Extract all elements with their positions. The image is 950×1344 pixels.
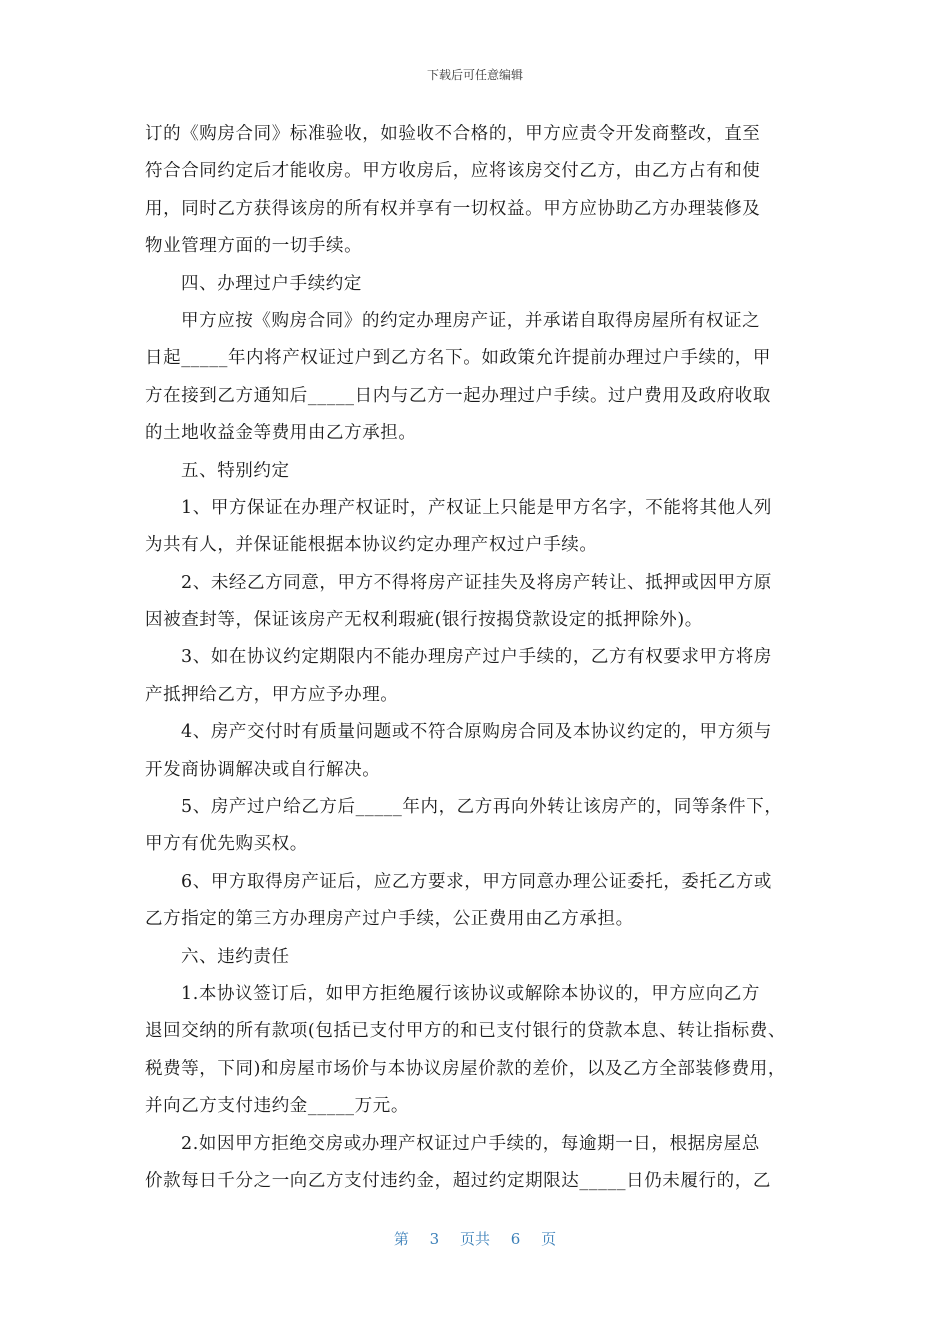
- text-line: 产抵押给乙方，甲方应予办理。: [145, 684, 399, 705]
- text-line: 因被查封等，保证该房产无权利瑕疵(银行按揭贷款设定的抵押除外)。: [145, 610, 703, 631]
- text-line: 1.本协议签订后，如甲方拒绝履行该协议或解除本协议的，甲方应向乙方: [181, 983, 760, 1004]
- text-line: 3、如在协议约定期限内不能办理房产过户手续的，乙方有权要求甲方将房: [181, 647, 772, 668]
- text-line: 物业管理方面的一切手续。: [145, 236, 363, 257]
- text-line: 甲方应按《购房合同》的约定办理房产证，并承诺自取得房屋所有权证之: [181, 310, 761, 331]
- footer-label-of: 页共: [459, 1230, 490, 1248]
- text-line: 符合合同约定后才能收房。甲方收房后，应将该房交付乙方，由乙方占有和使: [145, 161, 761, 182]
- text-line: 1、甲方保证在办理产权证时，产权证上只能是甲方名字，不能将其他人列: [181, 497, 772, 518]
- footer-total-pages: 6: [510, 1230, 521, 1248]
- text-line: 五、特别约定: [181, 460, 290, 481]
- text-line: 6、甲方取得房产证后，应乙方要求，甲方同意办理公证委托，委托乙方或: [181, 871, 772, 892]
- text-line: 乙方指定的第三方办理房产过户手续，公正费用由乙方承担。: [145, 909, 634, 930]
- page-header: 下载后可任意编辑: [426, 68, 523, 82]
- text-line: 六、违约责任: [181, 946, 290, 967]
- text-line: 用，同时乙方获得该房的所有权并享有一切权益。甲方应协助乙方办理装修及: [145, 198, 761, 219]
- footer-label-page: 第: [393, 1230, 409, 1248]
- document-body: [145, 116, 811, 1200]
- text-line: 四、办理过户手续约定: [181, 273, 362, 294]
- text-line: 订的《购房合同》标准验收，如验收不合格的，甲方应责令开发商整改，直至: [145, 124, 761, 144]
- text-line: 税费等，下同)和房屋市场价与本协议房屋价款的差价，以及乙方全部装修费用，: [145, 1058, 786, 1079]
- text-line: 方在接到乙方通知后_____日内与乙方一起办理过户手续。过户费用及政府收取: [145, 385, 771, 406]
- text-line: 2.如因甲方拒绝交房或办理产权证过户手续的，每逾期一日，根据房屋总: [181, 1133, 760, 1154]
- text-line: 开发商协调解决或自行解决。: [145, 759, 381, 780]
- text-line: 2、未经乙方同意，甲方不得将房产证挂失及将房产转让、抵押或因甲方原: [181, 572, 772, 593]
- text-line: 日起_____年内将产权证过户到乙方名下。如政策允许提前办理过户手续的，甲: [145, 348, 771, 369]
- text-line: 4、房产交付时有质量问题或不符合原购房合同及本协议约定的，甲方须与: [181, 722, 772, 743]
- footer-current-page: 3: [429, 1230, 440, 1248]
- text-line: 甲方有优先购买权。: [145, 834, 308, 855]
- text-line: 退回交纳的所有款项(包括已支付甲方的和已支付银行的贷款本息、转让指标费、: [145, 1021, 786, 1042]
- page-footer: [0, 1228, 950, 1249]
- footer-label-end: 页: [541, 1230, 557, 1248]
- text-line: 价款每日千分之一向乙方支付违约金，超过约定期限达_____日仍未履行的，乙: [145, 1170, 771, 1191]
- text-line: 的土地收益金等费用由乙方承担。: [145, 423, 417, 444]
- text-line: 5、房产过户给乙方后_____年内，乙方再向外转让该房产的，同等条件下，: [181, 797, 783, 818]
- text-line: 并向乙方支付违约金_____万元。: [145, 1096, 409, 1117]
- text-line: 为共有人，并保证能根据本协议约定办理产权过户手续。: [145, 535, 598, 556]
